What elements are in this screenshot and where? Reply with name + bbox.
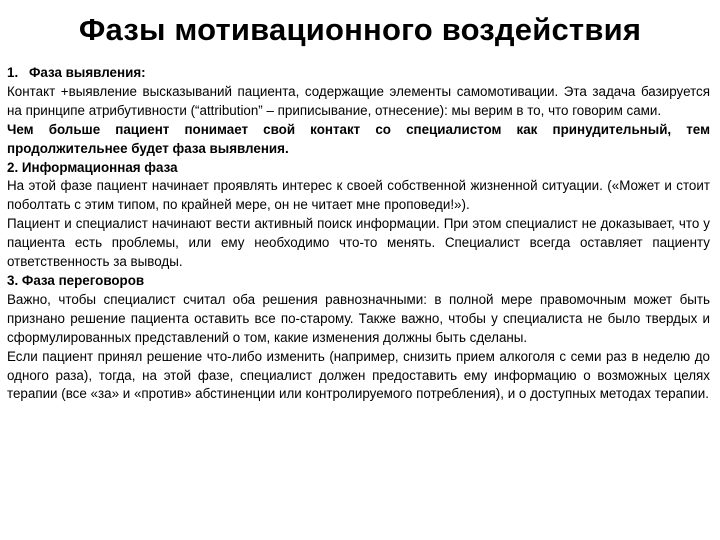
section-2-paragraph-1: На этой фазе пациент начинает проявлять интерес к своей собственной жизненной ситуации. («Может и стоит поболтать с этим типом, по крайней мере, он не читает мне проповеди!»). [7, 178, 710, 213]
section-3-heading: 3. Фаза переговоров [7, 272, 145, 288]
section-3-paragraph-1: Важно, чтобы специалист считал оба решения равнозначными: в полной мере правомочным может быть признано решение пациента оставить все по-старому. Также важно, чтобы у специалиста не было твердых и сформулированных представлений о том, какие изменения должны быть сделаны. [7, 291, 710, 345]
section-1-heading [7, 64, 710, 83]
slide-title: Фазы мотивационного воздействия [78, 12, 642, 47]
section-1-paragraph-2: Чем больше пациент понимает свой контакт со специалистом как принудительный, тем продолжительнее будет фаза выявления. [7, 121, 710, 156]
section-1-paragraph-1: Контакт +выявление высказываний пациента, содержащие элементы самомотивации. Эта задача базируется на принципе атрибутивности (“attribution” – приписывание, отнесение): мы верим в то, что говорим сами. [7, 83, 710, 118]
slide-body [7, 64, 710, 404]
section-1-number: 1. [7, 65, 19, 80]
section-3-paragraph-2: Если пациент принял решение что-либо изменить (например, снизить прием алкоголя с семи раз в неделю до одного раза), тогда, на этой фазе, специалист должен предоставить ему информацию о возможных целях терапии (все «за» и «против» абстиненции или контролируемого потребления), и о доступных методах терапии. [7, 348, 710, 402]
section-1-heading-text: Фаза выявления: [29, 65, 146, 80]
section-2-heading: 2. Информационная фаза [7, 159, 178, 175]
section-2-paragraph-2: Пациент и специалист начинают вести активный поиск информации. При этом специалист не доказывает, что у пациента есть проблемы, или ему необходимо что-то менять. Специалист всегда оставляет пациенту ответственность за выводы. [7, 216, 710, 270]
